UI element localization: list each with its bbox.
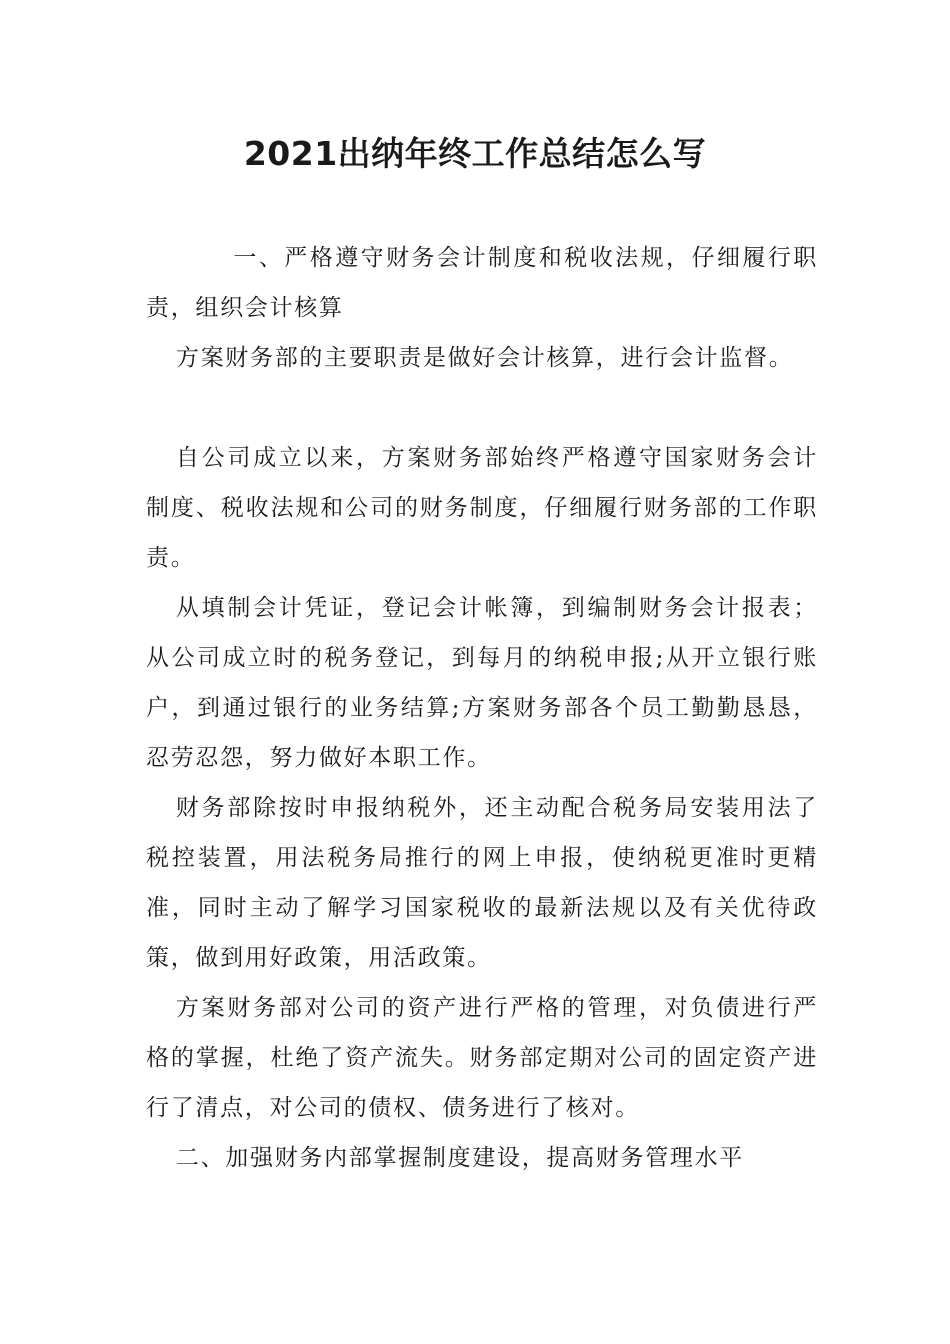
section-heading-2: 二、加强财务内部掌握制度建设，提高财务管理水平 bbox=[175, 1145, 744, 1171]
paragraph: 方案财务部的主要职责是做好会计核算，进行会计监督。 bbox=[175, 345, 794, 371]
paragraph: 财务部除按时申报纳税外，还主动配合税务局安装用法了税控装置，用法税务局推行的网上申报，使纳税更准时更精准，同时主动了解学习国家税收的最新法规以及有关优待政策，做到用好政策，用活政策。 bbox=[146, 795, 818, 971]
paragraph: 方案财务部对公司的资产进行严格的管理，对负债进行严格的掌握，杜绝了资产流失。财务部定期对公司的固定资产进行了清点，对公司的债权、债务进行了核对。 bbox=[146, 995, 818, 1121]
section-heading-1: 一、严格遵守财务会计制度和税收法规，仔细履行职责，组织会计核算 bbox=[146, 245, 818, 321]
paragraph: 从填制会计凭证，登记会计帐簿，到编制财务会计报表；从公司成立时的税务登记，到每月的纳税申报;从开立银行账户，到通过银行的业务结算;方案财务部各个员工勤勤恳恳，忍劳忍怨，努力做好本职工作。 bbox=[146, 595, 818, 771]
document-title: 2021出纳年终工作总结怎么写 bbox=[243, 134, 707, 173]
paragraph: 自公司成立以来，方案财务部始终严格遵守国家财务会计制度、税收法规和公司的财务制度，仔细履行财务部的工作职责。 bbox=[146, 445, 818, 571]
document-body bbox=[146, 233, 818, 1183]
